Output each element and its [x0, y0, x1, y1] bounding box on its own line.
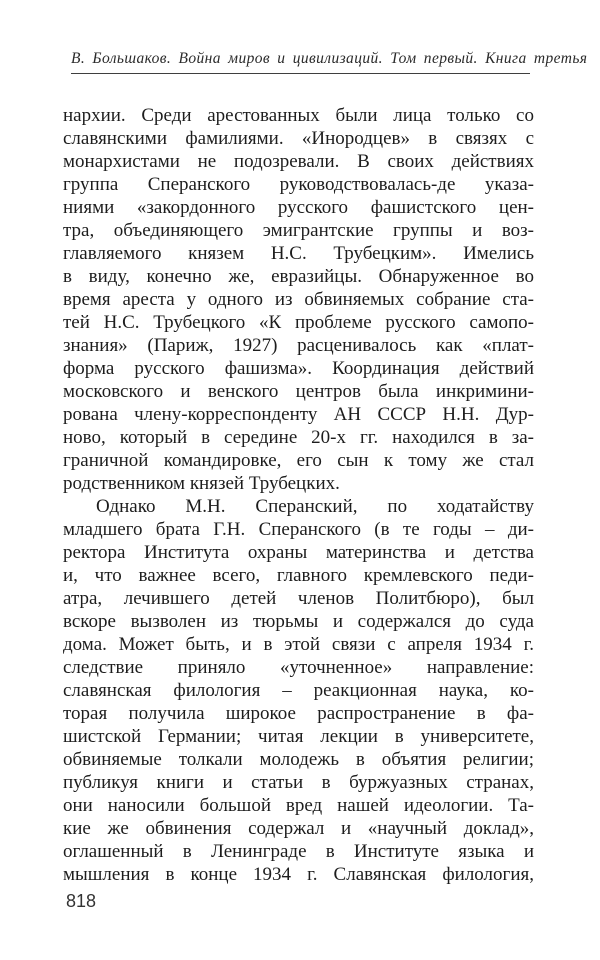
text-line: знания» (Париж, 1927) расценивалось как «плат-	[63, 335, 534, 356]
text-line: группа Сперанского руководствовалась-де указа-	[63, 174, 534, 195]
text-line: торая получила широкое распространение в фа-	[63, 703, 534, 724]
text-line: московского и венского центров была инкримини-	[63, 381, 534, 402]
text-line: младшего брата Г.Н. Сперанского (в те годы – ди-	[63, 519, 534, 540]
text-line: и, что важнее всего, главного кремлевского педи-	[63, 565, 534, 586]
text-line: славянская филология – реакционная наука, ко-	[63, 680, 534, 701]
page-number: 818	[66, 891, 97, 911]
text-line: дома. Может быть, и в этой связи с апреля 1934 г.	[63, 634, 534, 655]
running-header-text: В. Большаков. Война миров и цивилизаций. Том первый. Книга третья	[71, 50, 588, 67]
text-line: монархистами не подозревали. В своих действиях	[63, 151, 534, 172]
text-line: шистской Германии; читая лекции в университете,	[63, 726, 534, 747]
text-line: обвиняемые толкали молодежь в объятия религии;	[63, 749, 534, 770]
text-line: ректора Института охраны материнства и детства	[63, 542, 534, 563]
text-line: они наносили большой вред нашей идеологии. Та-	[63, 795, 534, 816]
text-line: Однако М.Н. Сперанский, по ходатайству	[96, 496, 534, 517]
text-line: ново, который в середине 20-х гг. находился в за-	[63, 427, 534, 448]
page-body-text	[63, 104, 534, 886]
text-line: нархии. Среди арестованных были лица только со	[63, 105, 534, 126]
text-line: в виду, конечно же, евразийцы. Обнаруженное во	[63, 266, 534, 287]
text-line: родственником князей Трубецких.	[63, 473, 340, 494]
text-line: главляемого князем Н.С. Трубецким». Имелись	[63, 243, 534, 264]
text-line: тра, объединяющего эмигрантские группы и воз-	[63, 220, 534, 241]
text-line: оглашенный в Ленинграде в Институте языка и	[63, 841, 534, 862]
text-line: граничной командировке, его сын к тому же стал	[63, 450, 534, 471]
text-line: ниями «закордонного русского фашистского цен-	[63, 197, 534, 218]
text-line: следствие приняло «уточненное» направление:	[63, 657, 534, 678]
text-line: время ареста у одного из обвиняемых собрание ста-	[63, 289, 534, 310]
text-line: мышления в конце 1934 г. Славянская филология,	[63, 864, 534, 885]
text-line: форма русского фашизма». Координация действий	[63, 358, 534, 379]
text-line: вскоре вызволен из тюрьмы и содержался до суда	[63, 611, 534, 632]
text-line: кие же обвинения содержал и «научный доклад»,	[63, 818, 534, 839]
running-header	[71, 50, 588, 74]
text-line: рована члену-корреспонденту АН СССР Н.Н. Дур-	[63, 404, 534, 425]
text-line: атра, лечившего детей членов Политбюро), был	[63, 588, 534, 609]
text-line: славянскими фамилиями. «Инородцев» в связях с	[63, 128, 534, 149]
text-line: тей Н.С. Трубецкого «К проблеме русского самопо-	[63, 312, 534, 333]
text-line: публикуя книги и статьи в буржуазных странах,	[63, 772, 534, 793]
